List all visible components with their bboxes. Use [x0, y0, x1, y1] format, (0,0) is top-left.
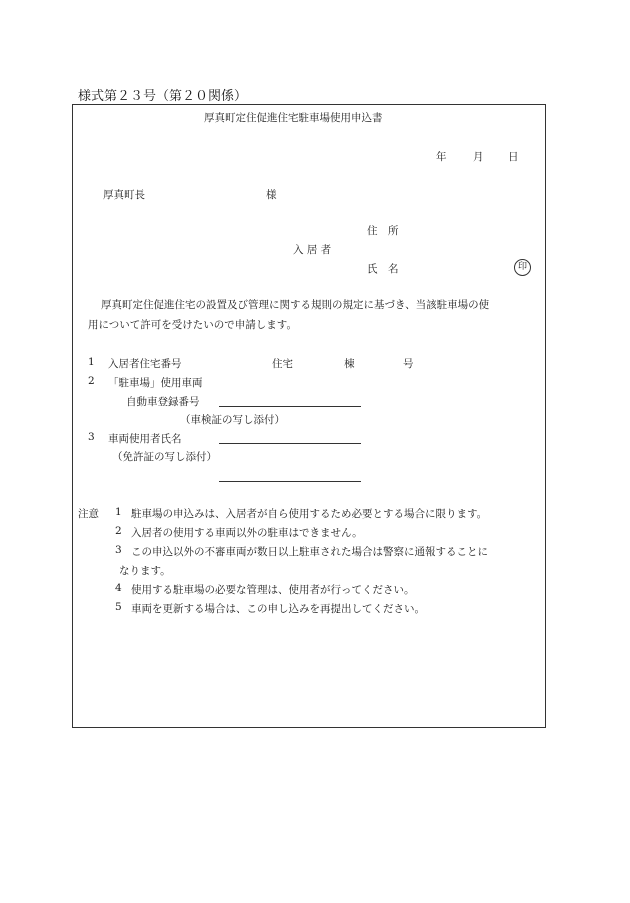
note2-number: 2: [115, 525, 122, 537]
note3-text: この申込以外の不審車両が数日以上駐車された場合は警察に通報することに: [131, 546, 488, 558]
note5-number: 5: [115, 601, 122, 613]
notes-heading: 注意: [78, 508, 99, 520]
registration-number-line: [219, 406, 361, 407]
note4-text: 使用する駐車場の必要な管理は、使用者が行ってください。: [131, 584, 415, 596]
vehicle-user-name-line: [219, 443, 361, 444]
date-month-label: 月: [473, 151, 484, 163]
addressee-name: 厚真町長: [103, 189, 145, 201]
item1-jutaku-label: 住宅: [272, 358, 293, 370]
seal-mark: 印: [514, 259, 531, 276]
item2-label: 「駐車場」使用車両: [108, 377, 203, 389]
item1-number: 1: [88, 356, 95, 368]
item1-label: 入居者住宅番号: [108, 358, 182, 370]
item1-go-label: 号: [403, 358, 414, 370]
address-label: 住 所: [367, 225, 399, 237]
note1-text: 駐車場の申込みは、入居者が自ら使用するため必要とする場合に限ります。: [131, 508, 488, 520]
body-text-line2: 用について許可を受けたいので申請します。: [88, 319, 297, 331]
note3-continuation: なります。: [119, 565, 171, 577]
note2-text: 入居者の使用する車両以外の駐車はできません。: [131, 527, 363, 539]
item2-registration-label: 自動車登録番号: [126, 396, 200, 408]
date-year-label: 年: [436, 151, 447, 163]
note1-number: 1: [115, 506, 122, 518]
item2-note: （車検証の写し添付）: [180, 414, 285, 426]
item2-number: 2: [88, 375, 95, 387]
resident-label: 入 居 者: [293, 244, 332, 256]
note3-number: 3: [115, 544, 122, 556]
note4-number: 4: [115, 582, 122, 594]
item3-note: （免許証の写し添付）: [112, 451, 217, 463]
license-line: [219, 481, 361, 482]
item3-number: 3: [88, 431, 95, 443]
body-text-line1: 厚真町定住促進住宅の設置及び管理に関する規則の規定に基づき、当該駐車場の使: [101, 299, 490, 311]
form-number: 様式第２３号（第２０関係）: [78, 89, 248, 104]
note5-text: 車両を更新する場合は、この申し込みを再提出してください。: [131, 603, 425, 615]
item3-label: 車両使用者氏名: [108, 433, 182, 445]
date-day-label: 日: [508, 151, 519, 163]
item1-to-label: 棟: [344, 358, 355, 370]
name-label: 氏 名: [367, 263, 399, 275]
form-title: 厚真町定住促進住宅駐車場使用申込書: [204, 112, 383, 124]
addressee-honorific: 様: [266, 189, 277, 201]
